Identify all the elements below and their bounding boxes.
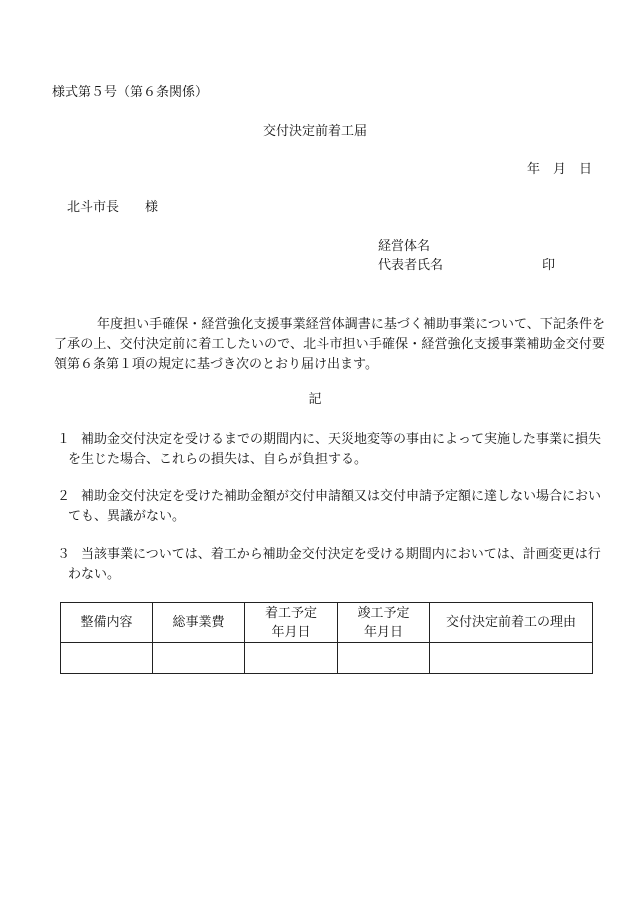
header-total-cost	[153, 603, 245, 643]
header-start-date	[245, 603, 338, 643]
seal-mark: 印	[542, 258, 556, 273]
cell-work-content[interactable]	[61, 643, 153, 674]
header-label: 着工予定	[264, 605, 317, 621]
condition-number: １	[57, 432, 71, 447]
header-reason	[430, 603, 593, 643]
date-line: 年 月 日	[527, 162, 593, 177]
header-label: 総事業費	[172, 615, 225, 630]
cell-reason[interactable]	[430, 643, 593, 674]
header-work-content	[61, 603, 153, 643]
condition-number: ３	[57, 547, 71, 562]
table-row	[61, 643, 593, 674]
condition-item	[57, 487, 607, 527]
header-completion-date	[338, 603, 430, 643]
header-label-sub: 年月日	[363, 624, 403, 640]
header-label: 交付決定前着工の理由	[445, 615, 576, 630]
condition-item	[57, 545, 607, 585]
condition-text: 補助金交付決定を受けるまでの期間内に、天災地変等の事由によって実施した事業に損失を生じた場合、これらの損失は、自らが負担する。	[68, 432, 602, 467]
header-label: 整備内容	[80, 615, 133, 630]
condition-text: 補助金交付決定を受けた補助金額が交付申請額又は交付申請予定額に達しない場合においても、異議がない。	[68, 489, 602, 524]
addressee: 北斗市長 様	[67, 200, 159, 215]
header-label: 竣工予定	[357, 605, 410, 621]
cell-total-cost[interactable]	[153, 643, 245, 674]
cell-start-date[interactable]	[245, 643, 338, 674]
body-paragraph: 年度担い手確保・経営強化支援事業経営体調書に基づく補助事業について、下記条件を了承の上、交付決定前に着工したいので、北斗市担い手確保・経営強化支援事業補助金交付要領第６条第１項の規定に基づき次のとおり届け出ます。	[54, 317, 605, 372]
representative-name-label: 代表者氏名	[378, 258, 444, 273]
plan-table	[60, 602, 593, 674]
table-header-row	[61, 603, 593, 643]
org-name-label: 経営体名	[378, 239, 431, 254]
condition-number: ２	[57, 489, 71, 504]
form-number: 様式第５号（第６条関係）	[52, 85, 209, 100]
ki-mark: 記	[308, 392, 322, 407]
header-label-sub: 年月日	[271, 624, 311, 640]
cell-completion-date[interactable]	[338, 643, 430, 674]
condition-item	[57, 430, 607, 470]
condition-text: 当該事業については、着工から補助金交付決定を受ける期間内においては、計画変更は行わない。	[68, 547, 601, 582]
document-title: 交付決定前着工届	[262, 124, 367, 139]
